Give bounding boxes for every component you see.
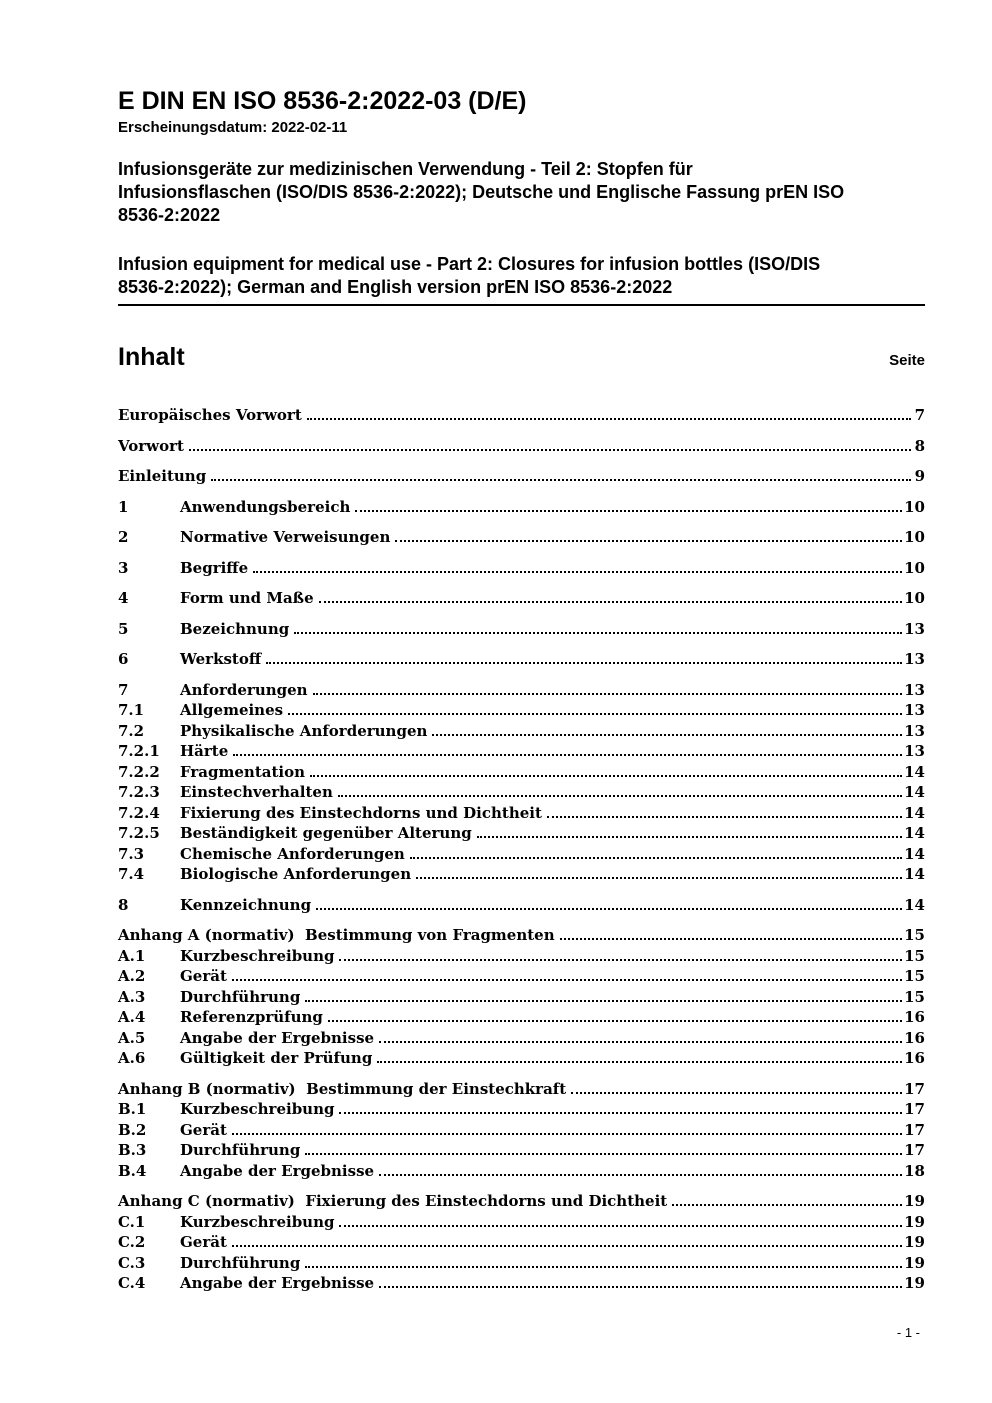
toc-dotted-leader [288,713,902,715]
toc-entry [118,926,925,947]
toc-entry [118,742,925,763]
toc-entry-number: 6 [118,650,129,668]
toc-entry [118,988,925,1009]
toc-entry [118,947,925,968]
toc-dotted-leader [339,959,902,961]
toc-entry-label: Fragmentation [180,762,306,781]
title-de-line: 8536-2:2022 [118,205,221,225]
toc-entry [118,1029,925,1050]
toc-entry-label: Gültigkeit der Prüfung [180,1049,373,1067]
toc-entry-label: Kurzbeschreibung [180,1212,335,1231]
toc-dotted-leader [571,1092,902,1094]
toc-entry-page: 17 [904,1120,925,1139]
toc-dotted-leader [339,1112,902,1114]
toc-dotted-leader [253,571,902,573]
toc-entry-label: Europäisches Vorwort [118,406,302,424]
toc-dotted-leader [377,1061,902,1063]
toc-entry [118,1192,925,1213]
toc-dotted-leader [189,449,911,451]
toc-entry-number: 2 [118,528,129,546]
toc-entry [118,1080,925,1101]
toc-entry [118,528,925,549]
toc-entry-number: 1 [118,497,129,516]
toc-dotted-leader [305,1153,902,1155]
toc-entry-page: 14 [904,783,925,801]
toc-entry-number: A.3 [118,987,146,1006]
toc-entry-label: Einstechverhalten [180,783,333,801]
toc-entry [118,701,925,722]
toc-dotted-leader [432,734,902,736]
toc-dotted-leader [379,1174,902,1176]
toc-entry-page: 15 [904,926,925,944]
toc-entry [118,1121,925,1142]
toc-dotted-leader [305,1000,902,1002]
toc-entry-number: B.3 [118,1141,147,1159]
toc-entry-page: 7 [914,406,925,424]
toc-entry-number: B.1 [118,1100,147,1118]
toc-entry-label: Anhang A (normativ) Bestimmung von Fragmenten [118,926,555,944]
toc-dotted-leader [672,1204,902,1206]
toc-entry-page: 16 [904,1049,925,1067]
toc-entry [118,650,925,671]
toc-entry-page: 8 [914,436,925,455]
toc-entry [118,437,925,458]
toc-entry [118,804,925,825]
toc-entry-page: 14 [904,824,925,842]
toc-entry-page: 16 [904,1008,925,1026]
toc-entry [118,1008,925,1029]
toc-entry-page: 13 [904,701,925,719]
toc-entry-number: 7.2.1 [118,742,160,760]
toc-entry [118,620,925,641]
toc-dotted-leader [560,938,902,940]
toc-entry [118,896,925,917]
toc-dotted-leader [328,1020,902,1022]
toc-entry-label: Anhang C (normativ) Fixierung des Einstechdorns und Dichtheit [118,1192,668,1210]
toc-entry-number: A.5 [118,1028,146,1047]
toc-entry-label: Anforderungen [180,680,308,699]
toc-entry-label: Angabe der Ergebnisse [180,1161,375,1180]
toc-dotted-leader [477,836,902,838]
toc-entry-number: 5 [118,619,129,638]
title-en-line: 8536-2:2022); German and English version prEN ISO 8536-2:2022 [118,277,673,297]
toc-entry [118,467,925,488]
toc-page-column-label: Seite [889,352,925,369]
toc-entry-number: A.6 [118,1049,146,1067]
toc-entry-number: 7.2.2 [118,762,160,781]
toc-entry-label: Angabe der Ergebnisse [180,1274,375,1292]
toc-header [118,342,925,372]
toc-entry-page: 13 [904,721,925,740]
toc-entry-label: Durchführung [180,1253,301,1272]
toc-entry-number: C.4 [118,1274,146,1292]
toc-entry-page: 18 [904,1161,925,1180]
toc-entry-page: 19 [904,1233,925,1251]
toc-entry [118,722,925,743]
toc-entry-number: 7.2 [118,721,145,740]
toc-entry-label: Angabe der Ergebnisse [180,1028,375,1047]
toc-entry-number: 4 [118,589,129,607]
toc-entry [118,1162,925,1183]
toc-entry-label: Kurzbeschreibung [180,1100,335,1118]
toc-dotted-leader [410,857,902,859]
toc-entry-number: 7.2.5 [118,824,160,842]
header-divider-rule [118,304,925,306]
toc-dotted-leader [266,662,902,664]
toc-entry-page: 10 [904,558,925,577]
toc-entry-page: 17 [904,1100,925,1118]
toc-entry-page: 9 [914,467,925,485]
toc-dotted-leader [547,816,902,818]
toc-dotted-leader [232,1245,902,1247]
title-de-line: Infusionsgeräte zur medizinischen Verwendung - Teil 2: Stopfen für [118,159,693,179]
toc-dotted-leader [313,693,903,695]
toc-entry-page: 19 [904,1212,925,1231]
toc-entry-number: 8 [118,895,129,914]
toc-entry-page: 17 [904,1141,925,1159]
toc-entry [118,783,925,804]
toc-entry [118,1233,925,1254]
toc-entry [118,824,925,845]
toc-entry-number: C.3 [118,1253,146,1272]
toc-entry-number: 7.1 [118,701,145,719]
toc-dotted-leader [310,775,902,777]
toc-entry-label: Kurzbeschreibung [180,946,335,965]
toc-entry-label: Form und Maße [180,589,314,607]
toc-entry-label: Anwendungsbereich [180,497,351,516]
toc-entry-page: 15 [904,946,925,965]
toc-heading: Inhalt [118,343,185,371]
toc-entry-number: B.4 [118,1161,147,1180]
toc-entry-label: Allgemeines [180,701,284,719]
toc-entry-page: 13 [904,650,925,668]
toc-entry-label: Fixierung des Einstechdorns und Dichtheit [180,803,542,822]
toc-entry-label: Chemische Anforderungen [180,844,405,863]
toc-entry-page: 19 [904,1192,925,1210]
toc-entry-page: 10 [904,589,925,607]
toc-dotted-leader [233,754,902,756]
toc-entry-number: B.2 [118,1120,147,1139]
toc-dotted-leader [211,479,911,481]
toc-entry-label: Beständigkeit gegenüber Alterung [180,824,472,842]
toc-entry [118,1141,925,1162]
toc-entry-page: 14 [904,803,925,822]
toc-entry-page: 14 [904,844,925,863]
toc-entry-page: 14 [904,895,925,914]
toc-dotted-leader [316,908,902,910]
toc-entry-number: 7.3 [118,844,145,863]
toc-dotted-leader [395,540,902,542]
page-content [118,0,925,1295]
toc-entry-label: Härte [180,742,229,760]
toc-entry-number: C.1 [118,1212,146,1231]
document-number-title: E DIN EN ISO 8536-2:2022-03 (D/E) [118,87,527,115]
toc-entry-label: Normative Verweisungen [180,528,391,546]
toc-entry-label: Gerät [180,1120,227,1139]
toc-entry-page: 13 [904,742,925,760]
toc-entry-page: 14 [904,865,925,883]
toc-dotted-leader [338,795,902,797]
toc-entry-label: Vorwort [118,436,184,455]
toc-entry [118,681,925,702]
toc-dotted-leader [232,979,902,981]
toc-dotted-leader [305,1266,902,1268]
toc-entry-page: 19 [904,1274,925,1292]
toc-entry-number: A.1 [118,946,146,965]
toc-entry-label: Gerät [180,1233,227,1251]
toc-entry-page: 19 [904,1253,925,1272]
toc-dotted-leader [416,877,902,879]
toc-entry-label: Anhang B (normativ) Bestimmung der Einstechkraft [118,1079,567,1098]
toc-entry [118,589,925,610]
toc-dotted-leader [307,418,911,420]
toc-dotted-leader [379,1041,902,1043]
toc-entry-page: 16 [904,1028,925,1047]
toc-entry-label: Durchführung [180,987,301,1006]
toc-entry-number: A.4 [118,1008,146,1026]
toc-entry-page: 15 [904,967,925,985]
toc-entry-label: Begriffe [180,558,249,577]
toc-entry-label: Kennzeichnung [180,895,312,914]
toc-entry-page: 15 [904,987,925,1006]
toc-list [118,406,925,1295]
toc-entry [118,1213,925,1234]
toc-entry-number: 7.4 [118,865,145,883]
toc-entry-page: 17 [904,1079,925,1098]
toc-entry [118,1049,925,1070]
toc-entry-page: 13 [904,680,925,699]
document-title-german [118,158,925,227]
toc-entry-number: 7.2.4 [118,803,160,822]
toc-entry-label: Durchführung [180,1141,301,1159]
toc-entry [118,498,925,519]
toc-entry [118,1254,925,1275]
toc-entry [118,845,925,866]
toc-dotted-leader [319,601,903,603]
toc-entry-label: Gerät [180,967,227,985]
toc-entry-label: Bezeichnung [180,619,290,638]
toc-entry-number: 3 [118,558,129,577]
toc-entry [118,406,925,427]
toc-entry [118,865,925,886]
toc-dotted-leader [339,1225,902,1227]
toc-dotted-leader [232,1133,902,1135]
toc-entry-page: 13 [904,619,925,638]
toc-entry [118,1100,925,1121]
toc-entry-label: Werkstoff [180,650,262,668]
toc-entry-label: Physikalische Anforderungen [180,721,428,740]
toc-entry-label: Referenzprüfung [180,1008,323,1026]
toc-entry-page: 10 [904,528,925,546]
toc-entry [118,559,925,580]
toc-entry [118,1274,925,1295]
page-number-footer: - 1 - [896,1325,920,1340]
toc-entry-number: C.2 [118,1233,146,1251]
toc-entry-label: Biologische Anforderungen [180,865,412,883]
toc-entry-page: 14 [904,762,925,781]
publication-date: Erscheinungsdatum: 2022-02-11 [118,119,348,136]
document-title-english [118,253,925,299]
toc-entry-number: 7 [118,680,129,699]
toc-entry-label: Einleitung [118,467,207,485]
toc-dotted-leader [379,1286,902,1288]
title-en-line: Infusion equipment for medical use - Part 2: Closures for infusion bottles (ISO/DIS [118,254,821,274]
toc-dotted-leader [355,510,902,512]
toc-entry-number: A.2 [118,967,146,985]
toc-entry [118,967,925,988]
toc-entry [118,763,925,784]
toc-entry-page: 10 [904,497,925,516]
title-de-line: Infusionsflaschen (ISO/DIS 8536-2:2022); Deutsche und Englische Fassung prEN ISO [118,182,845,202]
toc-entry-number: 7.2.3 [118,783,160,801]
toc-dotted-leader [294,632,902,634]
